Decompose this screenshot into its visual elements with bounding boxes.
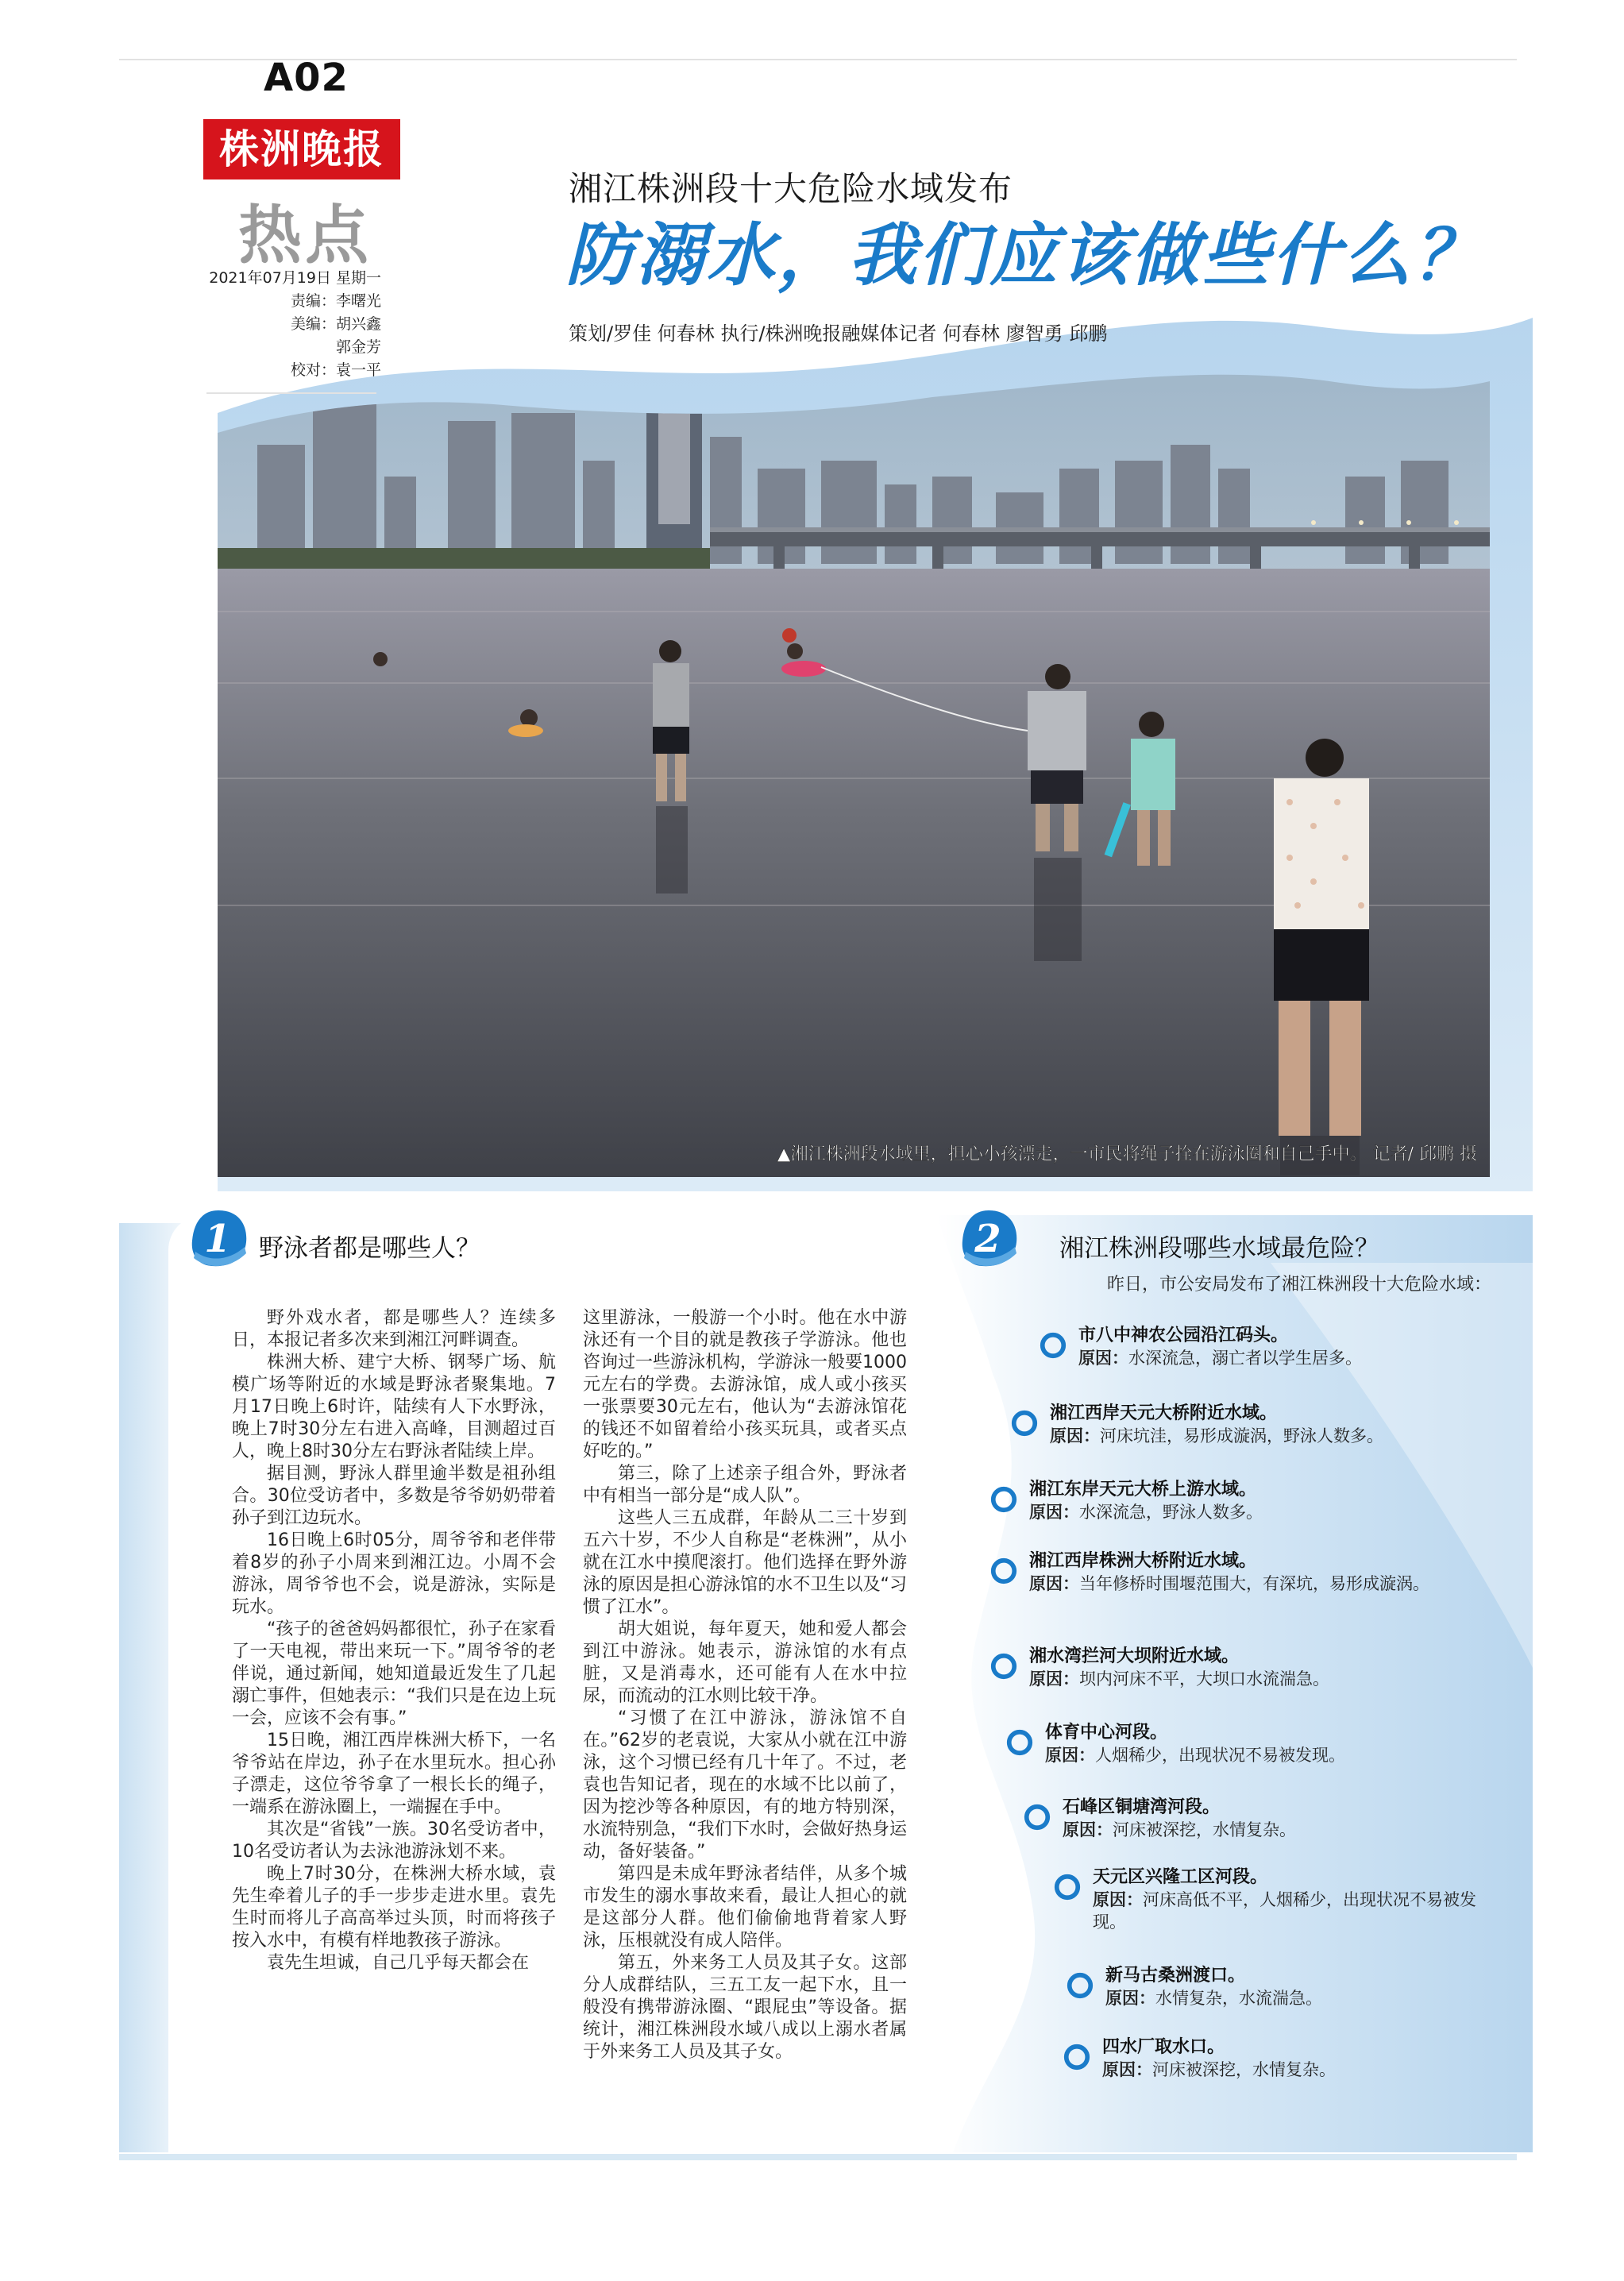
section-name: 热点 <box>238 198 372 272</box>
reason-label: 原因： <box>1105 1989 1155 2008</box>
reason-text: 坝内河床不平，大坝口水流湍急。 <box>1079 1669 1329 1689</box>
section-1-heading: 野泳者都是哪些人？ <box>259 1234 480 1263</box>
paragraph: 据目测，野泳人群里逾半数是祖孙组合。30位受访者中，多数是爷爷奶奶带着孙子到江边玩水。 <box>232 1464 556 1528</box>
article-subtitle: 湘江株洲段十大危险水域发布 <box>569 169 1013 208</box>
danger-item-reason <box>1029 1668 1458 1690</box>
reason-text: 河床坑洼，易形成漩涡，野泳人数多。 <box>1100 1426 1383 1445</box>
reason-label: 原因： <box>1102 2060 1152 2079</box>
reason-label: 原因： <box>1093 1890 1143 1909</box>
list-bullet-ring-icon <box>1066 1971 1094 2000</box>
danger-item <box>1102 2036 1515 2081</box>
editor-credit: 责编：李曙光 <box>290 292 381 310</box>
danger-item-reason <box>1029 1573 1458 1595</box>
issue-date: 2021年07月19日 星期一 <box>209 269 381 287</box>
danger-item-reason <box>1102 2059 1515 2081</box>
newspaper-masthead: 株洲晚报 <box>203 119 400 179</box>
danger-item <box>1078 1325 1491 1369</box>
list-bullet-ring-icon <box>1010 1409 1039 1438</box>
reason-label: 原因： <box>1045 1746 1095 1765</box>
danger-item <box>1093 1866 1506 1933</box>
danger-item-reason <box>1063 1819 1491 1841</box>
paragraph: 第四是未成年野泳者结伴，从多个城市发生的溺水事故来看，最让人担心的就是这部分人群。他们偷偷地背着家人野泳，压根就没有成人陪伴。 <box>583 1864 907 1951</box>
danger-item <box>1105 1965 1518 2009</box>
paragraph: 这里游泳，一般游一个小时。他在水中游泳还有一个目的就是教孩子学游泳。他也咨询过一些游泳机构，学游泳一般要1000元左右的学费。去游泳馆，成人或小孩买一张票要30元左右，他认为“去游泳馆花的钱还不如留着给小孩买玩具，或者买点好吃的。” <box>583 1308 907 1461</box>
danger-item-reason <box>1029 1501 1458 1523</box>
reason-text: 河床被深挖，水情复杂。 <box>1152 2060 1336 2079</box>
danger-item <box>1029 1479 1458 1523</box>
paragraph: 株洲大桥、建宁大桥、钢琴广场、航模广场等附近的水域是野泳者聚集地。7月17日晚上6时许，陆续有人下水野泳，晚上7时30分左右进入高峰，目测超过百人，晚上8时30分左右野泳者陆续上岸。 <box>232 1353 556 1461</box>
section-2-number: 2 <box>974 1217 1001 1261</box>
danger-item-title: 湘江西岸天元大桥附近水域。 <box>1050 1403 1278 1423</box>
danger-item-title: 天元区兴隆工区河段。 <box>1093 1867 1268 1887</box>
reason-label: 原因： <box>1029 1503 1079 1522</box>
list-bullet-ring-icon <box>989 1652 1018 1681</box>
section-2-intro: 昨日，市公安局发布了湘江株洲段十大危险水域： <box>1107 1275 1492 1295</box>
section-1-column-1 <box>232 1307 556 1974</box>
danger-item-reason <box>1045 1744 1474 1766</box>
section-2-heading: 湘江株洲段哪些水域最危险？ <box>1059 1234 1379 1263</box>
section-1-column-2 <box>583 1307 907 2063</box>
danger-item-title: 四水厂取水口。 <box>1102 2037 1225 2057</box>
danger-item-title: 湘江东岸天元大桥上游水域。 <box>1029 1480 1257 1499</box>
danger-item-title: 湘江西岸株洲大桥附近水域。 <box>1029 1551 1257 1571</box>
section-1-badge <box>187 1207 249 1269</box>
article-byline: 策划/罗佳 何春林 执行/株洲晚报融媒体记者 何春林 廖智勇 邱鹏 <box>569 322 1108 345</box>
section-1-number: 1 <box>204 1217 231 1261</box>
danger-item-title: 湘水湾拦河大坝附近水域。 <box>1029 1646 1240 1666</box>
paragraph: 16日晚上6时05分，周爷爷和老伴带着8岁的孙子小周来到湘江边。小周不会游泳，周爷爷也不会，说是游泳，实际是玩水。 <box>232 1530 556 1617</box>
list-bullet-ring-icon <box>1005 1728 1034 1757</box>
section-2-badge <box>958 1207 1020 1269</box>
reason-label: 原因： <box>1078 1349 1128 1368</box>
designer-credit-2: 郭金芳 <box>335 338 381 356</box>
paragraph: 袁先生坦诚，自己几乎每天都会在 <box>267 1953 530 1973</box>
reason-text: 人烟稀少，出现状况不易被发现。 <box>1095 1746 1345 1765</box>
hero-photo <box>218 349 1490 1177</box>
paragraph: 第三，除了上述亲子组合外，野泳者中有相当一部分是“成人队”。 <box>583 1464 907 1506</box>
danger-item-title: 新马古桑洲渡口。 <box>1105 1966 1246 1986</box>
photo-caption: ▲湘江株洲段水域里，担心小孩漂走，一市民将绳子拴在游泳圈和自己手中。 记者/ 邱鹏 摄 <box>777 1144 1477 1164</box>
reason-label: 原因： <box>1050 1426 1100 1445</box>
paragraph: “习惯了在江中游泳，游泳馆不自在。”62岁的老袁说，大家从小就在江中游泳，这个习惯已经有几十年了。不过，老袁也告知记者，现在的水域不比以前了，因为挖沙等各种原因，有的地方特别深，水流特别急，“我们下水时，会做好热身运动，备好装备。” <box>583 1708 907 1862</box>
list-bullet-ring-icon <box>989 1485 1018 1514</box>
danger-item <box>1063 1797 1491 1841</box>
paragraph: 15日晚，湘江西岸株洲大桥下，一名爷爷站在岸边，孙子在水里玩水。担心孙子漂走，这位爷爷拿了一根长长的绳子，一端系在游泳圈上，一端握在手中。 <box>232 1731 556 1817</box>
danger-item-reason <box>1093 1889 1506 1933</box>
paragraph: 野外戏水者，都是哪些人？连续多日，本报记者多次来到湘江河畔调查。 <box>232 1308 556 1350</box>
danger-item-title: 石峰区铜塘湾河段。 <box>1063 1797 1221 1817</box>
page-number: A02 <box>264 56 349 100</box>
danger-item-title: 体育中心河段。 <box>1045 1723 1168 1743</box>
reason-text: 水情复杂，水流湍急。 <box>1155 1989 1322 2008</box>
paragraph: 第五，外来务工人员及其子女。这部分人成群结队，三五工友一起下水，且一般没有携带游泳圈、“跟屁虫”等设备。据统计，湘江株洲段水域八成以上溺水者属于外来务工人员及其子女。 <box>583 1953 907 2062</box>
danger-item <box>1029 1550 1458 1595</box>
danger-item-reason <box>1050 1425 1479 1447</box>
reason-label: 原因： <box>1029 1574 1079 1593</box>
paragraph: “孩子的爸爸妈妈都很忙，孙子在家看了一天电视，带出来玩一下。”周爷爷的老伴说，通过新闻，她知道最近发生了几起溺亡事件，但她表示：“我们只是在边上玩一会，应该不会有事。” <box>232 1619 556 1728</box>
list-bullet-ring-icon <box>1023 1803 1051 1831</box>
list-bullet-ring-icon <box>1053 1873 1082 1901</box>
reason-text: 水深流急，野泳人数多。 <box>1079 1503 1263 1522</box>
article-headline: 防溺水，我们应该做些什么？ <box>565 216 1484 295</box>
danger-item-reason <box>1105 1987 1518 2009</box>
danger-item <box>1050 1403 1479 1447</box>
proofreader-credit: 校对：袁一平 <box>290 361 381 379</box>
designer-credit: 美编：胡兴鑫 <box>290 315 381 333</box>
reason-text: 当年修桥时围堰范围大，有深坑，易形成漩涡。 <box>1079 1574 1429 1593</box>
paragraph: 这些人三五成群，年龄从二三十岁到五六十岁，不少人自称是“老株洲”，从小就在江水中摸爬滚打。他们选择在野外游泳的原因是担心游泳馆的水不卫生以及“习惯了江水”。 <box>583 1508 907 1617</box>
danger-item <box>1029 1646 1458 1690</box>
paragraph: 晚上7时30分，在株洲大桥水域，袁先生牵着儿子的手一步步走进水里。袁先生时而将儿子高高举过头顶，时而将孩子按入水中，有模有样地教孩子游泳。 <box>232 1864 556 1951</box>
paragraph: 其次是“省钱”一族。30名受访者中，10名受访者认为去泳池游泳划不来。 <box>232 1820 556 1862</box>
danger-item <box>1045 1722 1474 1766</box>
bottom-rule <box>119 2154 1517 2160</box>
reason-label: 原因： <box>1063 1820 1113 1839</box>
danger-item-reason <box>1078 1347 1491 1369</box>
reason-text: 水深流急，溺亡者以学生居多。 <box>1128 1349 1362 1368</box>
reason-label: 原因： <box>1029 1669 1079 1689</box>
danger-item-title: 市八中神农公园沿江码头。 <box>1078 1326 1289 1345</box>
reason-text: 河床高低不平，人烟稀少，出现状况不易被发现。 <box>1093 1890 1476 1932</box>
reason-text: 河床被深挖，水情复杂。 <box>1113 1820 1296 1839</box>
paragraph: 胡大姐说，每年夏天，她和爱人都会到江中游泳。她表示，游泳馆的水有点脏，又是消毒水，还可能有人在水中拉尿，而流动的江水则比较干净。 <box>583 1619 907 1706</box>
list-bullet-ring-icon <box>1039 1331 1067 1360</box>
list-bullet-ring-icon <box>989 1557 1018 1585</box>
list-bullet-ring-icon <box>1063 2043 1091 2071</box>
